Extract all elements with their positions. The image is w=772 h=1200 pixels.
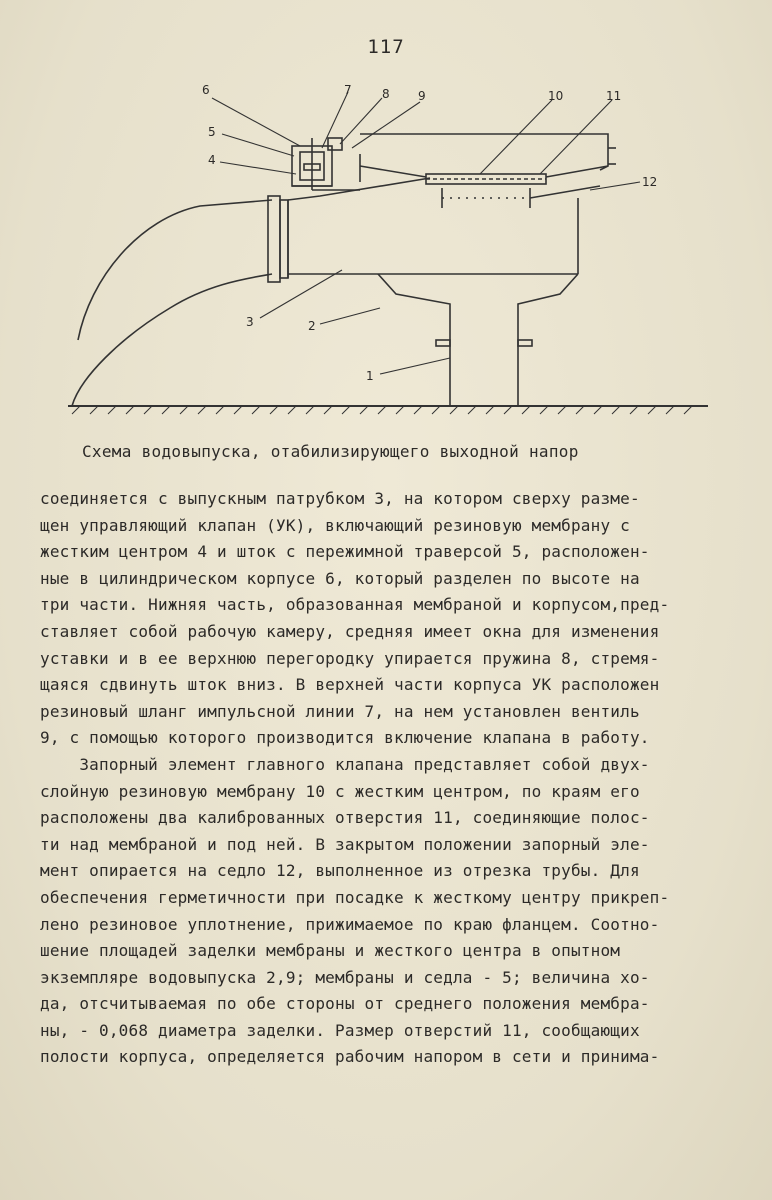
callout-12: 12 [642, 175, 658, 189]
callout-8: 8 [382, 87, 390, 101]
callout-4: 4 [208, 153, 216, 167]
text-line: шение площадей заделки мембраны и жесткого центра в опытном [40, 941, 621, 961]
callout-10: 10 [548, 89, 564, 103]
page-number: 117 [367, 36, 405, 58]
figure-caption: Схема водовыпуска, отабилизирующего выходной напор [82, 442, 579, 461]
schematic-drawing [60, 78, 720, 423]
text-line: жестким центром 4 и шток с пережимной траверсой 5, расположен- [40, 542, 650, 562]
text-line: щаяся сдвинуть шток вниз. В верхней части корпуса УК расположен [40, 675, 660, 695]
body-text [40, 486, 740, 1071]
text-line: экземпляре водовыпуска 2,9; мембраны и седла - 5; величина хо- [40, 967, 650, 987]
callout-1: 1 [366, 369, 374, 383]
callout-2: 2 [308, 319, 316, 333]
text-line: полости корпуса, определяется рабочим напором в сети и принима- [40, 1047, 660, 1067]
text-line: Запорный элемент главного клапана представляет собой двух- [40, 754, 650, 774]
callout-7: 7 [344, 83, 352, 97]
text-line: 9, с помощью которого производится включение клапана в работу. [40, 728, 650, 748]
callout-6: 6 [202, 83, 210, 97]
text-line: да, отсчитываемая по обе стороны от среднего положения мембра- [40, 994, 650, 1014]
text-line: лено резиновое уплотнение, прижимаемое по краю фланцем. Соотно- [40, 914, 660, 934]
text-line: обеспечения герметичности при посадке к жесткому центру прикреп- [40, 887, 670, 907]
valve-schematic-figure [60, 78, 720, 423]
callout-3: 3 [246, 315, 254, 329]
text-line: ны, - 0,068 диаметра заделки. Размер отверстий 11, сообщающих [40, 1020, 640, 1040]
callout-5: 5 [208, 125, 216, 139]
text-line: щен управляющий клапан (УК), включающий резиновую мембрану с [40, 515, 630, 535]
callout-11: 11 [606, 89, 622, 103]
text-line: резиновый шланг импульсной линии 7, на нем установлен вентиль [40, 701, 640, 721]
text-line: соединяется с выпускным патрубком 3, на котором сверху разме- [40, 489, 640, 508]
text-line: расположены два калиброванных отверстия 11, соединяющие полос- [40, 808, 650, 828]
text-line: уставки и в ее верхнюю перегородку упирается пружина 8, стремя- [40, 648, 660, 668]
text-line: три части. Нижняя часть, образованная мембраной и корпусом,пред- [40, 595, 670, 615]
text-line: ные в цилиндрическом корпусе 6, который разделен по высоте на [40, 568, 640, 588]
callout-9: 9 [418, 89, 426, 103]
text-line: ставляет собой рабочую камеру, средняя имеет окна для изменения [40, 621, 660, 641]
text-line: слойную резиновую мембрану 10 с жестким центром, по краям его [40, 781, 640, 801]
text-line: ти над мембраной и под ней. В закрытом положении запорный эле- [40, 834, 650, 854]
text-line: мент опирается на седло 12, выполненное из отрезка трубы. Для [40, 861, 640, 881]
